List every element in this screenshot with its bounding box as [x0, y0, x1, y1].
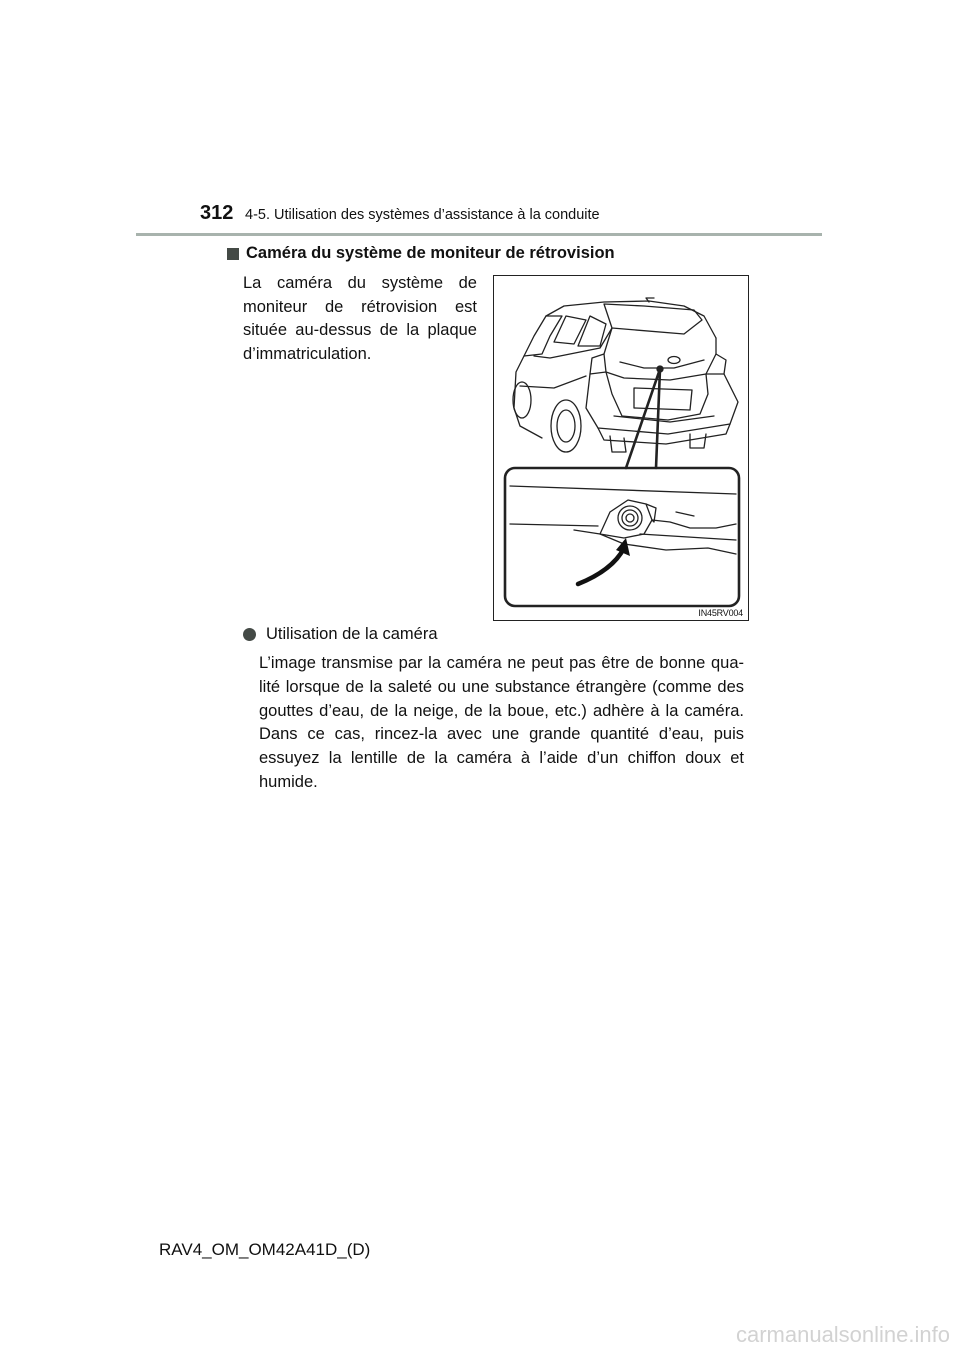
intro-line: La caméra du système de	[243, 274, 477, 292]
body-line: lité lorsque de la saleté ou une substance étrangère (comme des	[259, 677, 744, 696]
intro-line: d’immatriculation.	[243, 344, 372, 363]
document-code: RAV4_OM_OM42A41D_(D)	[159, 1240, 371, 1259]
figure-code: IN45RV004	[698, 608, 743, 618]
watermark: carmanualsonline.info	[735, 1322, 950, 1347]
body-line: L’image transmise par la caméra ne peut pas être de bonne qua-	[259, 654, 744, 672]
intro-line: moniteur de rétrovision est	[243, 297, 477, 316]
section-heading-text: Caméra du système de moniteur de rétrovision	[246, 244, 615, 262]
intro-line: située au-dessus de la plaque	[243, 321, 477, 339]
subsection-heading	[243, 625, 438, 644]
body-line: Dans ce cas, rincez-la avec une grande quantité d’eau, puis	[259, 725, 744, 744]
header-rule	[136, 233, 822, 236]
chapter-title: 4-5. Utilisation des systèmes d’assistance à la conduite	[245, 207, 600, 223]
subsection-heading-text: Utilisation de la caméra	[266, 625, 438, 643]
body-paragraph	[259, 652, 744, 795]
body-line: gouttes d’eau, de la neige, de la boue, etc.) adhère à la caméra.	[259, 701, 744, 720]
camera-location-illustration	[493, 275, 749, 621]
intro-paragraph	[243, 272, 477, 366]
page-number: 312	[200, 202, 234, 224]
body-line: essuyez la lentille de la caméra à l’aide d’un chiffon doux et	[259, 749, 744, 768]
body-line: humide.	[259, 772, 318, 791]
round-bullet-icon	[243, 628, 256, 641]
square-bullet-icon	[227, 248, 239, 260]
section-heading	[227, 244, 615, 263]
vehicle-rear-camera-drawing	[494, 276, 750, 622]
